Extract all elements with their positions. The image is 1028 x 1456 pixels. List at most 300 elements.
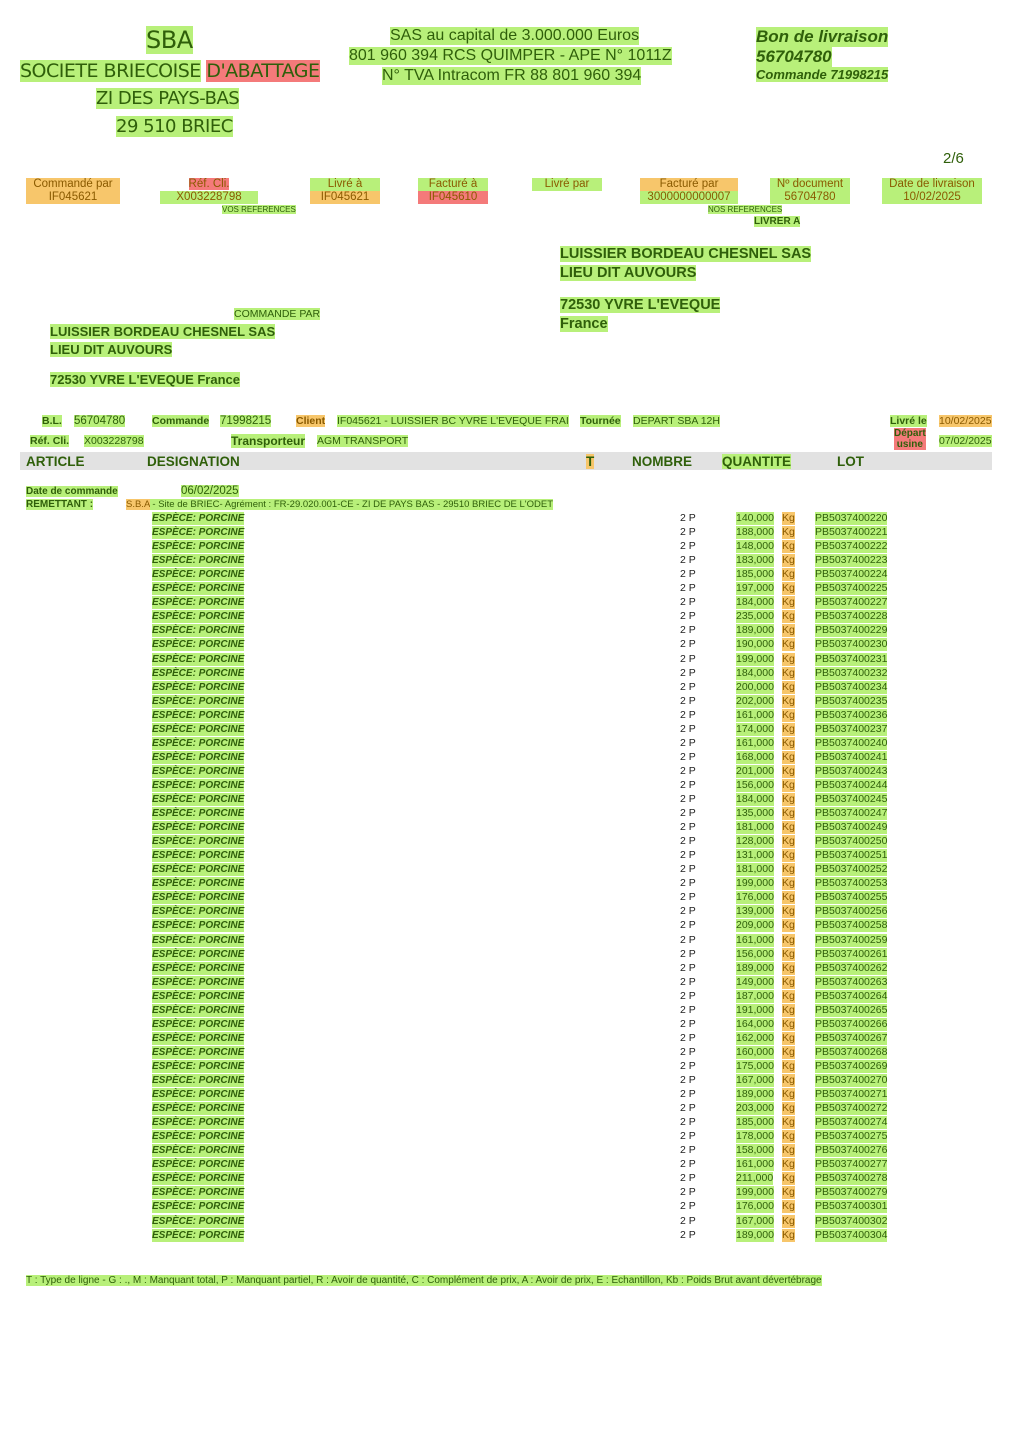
lot-cell: PB5037400267 [815,1031,888,1044]
nombre-cell: 2 P [680,975,696,988]
table-row [0,821,1028,835]
nombre-cell: 2 P [680,1228,696,1241]
lot-cell: PB5037400225 [815,582,888,595]
lot-cell: PB5037400259 [815,933,888,946]
lot-cell: PB5037400277 [815,1158,888,1171]
lot-cell: PB5037400261 [815,947,888,960]
lot-cell: PB5037400241 [815,750,888,763]
lot-cell: PB5037400255 [815,891,888,904]
lot-cell: PB5037400266 [815,1017,888,1030]
nombre-cell: 2 P [680,1116,696,1129]
species-cell: ESPÈCE: PORCINE [152,1131,245,1143]
ref-value: IF045621 [26,191,120,204]
nombre-cell: 2 P [680,793,696,805]
table-row [0,751,1028,765]
lot-cell: PB5037400263 [815,975,888,988]
table-row [0,638,1028,652]
quantity-cell: 183,000 [736,554,774,567]
company-zone: ZI DES PAYS-BAS [96,88,240,109]
nombre-cell: 2 P [680,1158,696,1171]
species-cell: ESPÈCE: PORCINE [152,737,245,749]
quantity-cell: 199,000 [736,1186,774,1199]
unit-cell: Kg [782,1102,795,1115]
unit-cell: Kg [782,652,795,665]
lot-cell: PB5037400262 [815,961,888,974]
quantity-cell: 189,000 [736,1228,774,1241]
ref-livre-par [532,178,602,191]
quantity-cell: 161,000 [736,736,774,749]
quantity-cell: 181,000 [736,821,774,834]
nombre-cell: 2 P [680,1045,696,1058]
quantity-cell: 161,000 [736,933,774,946]
lot-cell: PB5037400220 [815,512,888,524]
ref-value: IF045610 [418,191,488,204]
ref-label: Livré par [532,178,602,191]
quantity-cell: 167,000 [736,1074,774,1086]
bl-value: 56704780 [74,415,126,427]
table-row [0,582,1028,596]
lot-cell: PB5037400265 [815,1003,888,1016]
quantity-cell: 235,000 [736,610,774,623]
lot-cell: PB5037400264 [815,989,888,1002]
deliver-to-city: 72530 YVRE L'EVEQUE [560,297,721,313]
quantity-cell: 197,000 [736,582,774,595]
company-name-part1: SOCIETE BRIECOISE [20,60,201,82]
species-cell: ESPÈCE: PORCINE [152,1173,245,1185]
unit-cell: Kg [782,793,795,805]
ref-client-ref [160,178,258,204]
species-cell: ESPÈCE: PORCINE [152,695,245,707]
nombre-cell: 2 P [680,905,696,918]
species-cell: ESPÈCE: PORCINE [152,667,245,679]
deliver-to-place: LIEU DIT AUVOURS [560,265,697,281]
commande-value: 71998215 [220,415,272,427]
quantity-cell: 202,000 [736,694,774,707]
nombre-cell: 2 P [680,512,696,524]
company-full-name [20,60,320,82]
species-cell: ESPÈCE: PORCINE [152,723,245,735]
th-type: T [586,454,595,469]
quantity-cell: 161,000 [736,708,774,721]
species-cell: ESPÈCE: PORCINE [152,920,245,932]
species-cell: ESPÈCE: PORCINE [152,583,245,595]
quantity-cell: 199,000 [736,877,774,890]
quantity-cell: 128,000 [736,835,774,848]
lot-cell: PB5037400270 [815,1074,888,1086]
remettant-label: REMETTANT : [26,499,94,510]
table-row [0,962,1028,976]
species-cell: ESPÈCE: PORCINE [152,765,245,777]
quantity-cell: 168,000 [736,750,774,763]
table-row [0,624,1028,638]
table-row [0,1144,1028,1158]
nombre-cell: 2 P [680,849,696,862]
bl-label: B.L. [42,415,62,427]
document-number: 56704780 [756,47,832,66]
species-cell: ESPÈCE: PORCINE [152,1201,245,1213]
unit-cell: Kg [782,1172,795,1185]
unit-cell: Kg [782,1228,795,1241]
ref-label: Livré à [310,178,380,191]
species-cell: ESPÈCE: PORCINE [152,878,245,890]
unit-cell: Kg [782,1059,795,1072]
client-label: Client [296,415,326,427]
nombre-cell: 2 P [680,1017,696,1030]
nombre-cell: 2 P [680,1031,696,1044]
lot-cell: PB5037400268 [815,1045,888,1058]
ordered-by-place: LIEU DIT AUVOURS [50,342,173,357]
unit-cell: Kg [782,989,795,1002]
quantity-cell: 185,000 [736,568,774,581]
quantity-cell: 176,000 [736,891,774,904]
legal-tva: N° TVA Intracom FR 88 801 960 394 [382,67,642,84]
species-cell: ESPÈCE: PORCINE [152,681,245,693]
table-row [0,976,1028,990]
species-cell: ESPÈCE: PORCINE [152,751,245,763]
quantity-cell: 175,000 [736,1059,774,1072]
client-value: IF045621 - LUISSIER BC YVRE L'EVEQUE FRAI [337,415,569,427]
species-cell: ESPÈCE: PORCINE [152,1060,245,1072]
ref-label: Commandé par [26,178,120,191]
species-cell: ESPÈCE: PORCINE [152,948,245,960]
unit-cell: Kg [782,680,795,693]
nombre-cell: 2 P [680,764,696,777]
nombre-cell: 2 P [680,919,696,932]
date-commande-label: Date de commande [26,486,118,497]
deliver-to-name: LUISSIER BORDEAU CHESNEL SAS [560,246,812,262]
unit-cell: Kg [782,1214,795,1227]
unit-cell: Kg [782,1158,795,1171]
quantity-cell: 188,000 [736,526,774,539]
table-row [0,919,1028,933]
unit-cell: Kg [782,1116,795,1129]
ref-value: IF045621 [310,191,380,204]
table-row [0,891,1028,905]
species-cell: ESPÈCE: PORCINE [152,555,245,567]
unit-cell: Kg [782,919,795,932]
species-cell: ESPÈCE: PORCINE [152,527,245,539]
nombre-cell: 2 P [680,933,696,946]
nombre-cell: 2 P [680,722,696,735]
unit-cell: Kg [782,638,795,651]
table-row [0,1074,1028,1088]
quantity-cell: 211,000 [736,1172,774,1185]
species-cell: ESPÈCE: PORCINE [152,1018,245,1030]
unit-cell: Kg [782,1074,795,1086]
lot-cell: PB5037400245 [815,793,888,805]
quantity-cell: 139,000 [736,905,774,918]
species-cell: ESPÈCE: PORCINE [152,1159,245,1171]
quantity-cell: 201,000 [736,764,774,777]
species-cell: ESPÈCE: PORCINE [152,1215,245,1227]
nombre-cell: 2 P [680,989,696,1002]
table-row [0,512,1028,526]
lot-cell: PB5037400243 [815,764,888,777]
ref-label: Facturé à [418,178,488,191]
transporteur-label: Transporteur [231,434,306,448]
unit-cell: Kg [782,582,795,595]
table-row [0,1200,1028,1214]
lot-cell: PB5037400236 [815,708,888,721]
unit-cell: Kg [782,1088,795,1101]
unit-cell: Kg [782,736,795,749]
species-cell: ESPÈCE: PORCINE [152,625,245,637]
species-cell: ESPÈCE: PORCINE [152,906,245,918]
species-cell: ESPÈCE: PORCINE [152,934,245,946]
unit-cell: Kg [782,1144,795,1157]
nombre-cell: 2 P [680,1074,696,1086]
species-cell: ESPÈCE: PORCINE [152,1229,245,1241]
table-row [0,863,1028,877]
quantity-cell: 149,000 [736,975,774,988]
lot-cell: PB5037400228 [815,610,888,623]
ref-facture-par [640,178,738,204]
ref-label: Réf. Cli. [188,178,230,190]
table-row [0,737,1028,751]
lot-cell: PB5037400222 [815,540,888,553]
table-row [0,1060,1028,1074]
nombre-cell: 2 P [680,526,696,539]
table-row [0,709,1028,723]
nombre-cell: 2 P [680,807,696,820]
lot-cell: PB5037400252 [815,863,888,876]
species-cell: ESPÈCE: PORCINE [152,653,245,665]
unit-cell: Kg [782,863,795,876]
lot-cell: PB5037400278 [815,1172,888,1185]
unit-cell: Kg [782,849,795,862]
table-row [0,540,1028,554]
unit-cell: Kg [782,764,795,777]
species-cell: ESPÈCE: PORCINE [152,1103,245,1115]
lot-cell: PB5037400301 [815,1200,888,1213]
species-cell: ESPÈCE: PORCINE [152,1075,245,1086]
species-cell: ESPÈCE: PORCINE [152,836,245,848]
ref-value: 3000000000007 [640,191,738,204]
table-row [0,905,1028,919]
unit-cell: Kg [782,722,795,735]
legal-capital: SAS au capital de 3.000.000 Euros [390,27,640,44]
lot-cell: PB5037400275 [815,1130,888,1143]
nombre-cell: 2 P [680,1186,696,1199]
deliver-to-country: France [560,316,608,332]
unit-cell: Kg [782,807,795,820]
lot-cell: PB5037400223 [815,554,888,567]
lot-cell: PB5037400227 [815,596,888,609]
refcli-value: X003228798 [84,435,144,447]
unit-cell: Kg [782,947,795,960]
unit-cell: Kg [782,933,795,946]
nombre-cell: 2 P [680,778,696,791]
nombre-cell: 2 P [680,582,696,595]
lot-cell: PB5037400251 [815,849,888,862]
document-type: Bon de livraison [756,27,889,46]
th-article: ARTICLE [26,454,85,469]
lot-cell: PB5037400302 [815,1214,888,1227]
nombre-cell: 2 P [680,694,696,707]
nombre-cell: 2 P [680,610,696,623]
quantity-cell: 162,000 [736,1031,774,1044]
lot-cell: PB5037400224 [815,568,888,581]
th-nombre: NOMBRE [632,454,692,469]
unit-cell: Kg [782,1017,795,1030]
nombre-cell: 2 P [680,1102,696,1115]
species-cell: ESPÈCE: PORCINE [152,822,245,834]
species-cell: ESPÈCE: PORCINE [152,779,245,791]
unit-cell: Kg [782,750,795,763]
lot-cell: PB5037400256 [815,905,888,918]
nombre-cell: 2 P [680,835,696,848]
nombre-cell: 2 P [680,708,696,721]
commande-label: Commande [152,415,210,427]
nombre-cell: 2 P [680,1130,696,1143]
unit-cell: Kg [782,778,795,791]
unit-cell: Kg [782,1045,795,1058]
lot-cell: PB5037400229 [815,624,888,637]
quantity-cell: 184,000 [736,596,774,609]
species-cell: ESPÈCE: PORCINE [152,1117,245,1129]
company-name-part2: D'ABATTAGE [206,60,320,82]
species-cell: ESPÈCE: PORCINE [152,990,245,1002]
species-cell: ESPÈCE: PORCINE [152,962,245,974]
species-cell: ESPÈCE: PORCINE [152,1004,245,1016]
lot-cell: PB5037400240 [815,736,888,749]
species-cell: ESPÈCE: PORCINE [152,892,245,904]
quantity-cell: 178,000 [736,1130,774,1143]
depart-usine-value: 07/02/2025 [939,435,992,447]
depart-usine-label: Départ usine [894,428,926,450]
lot-cell: PB5037400234 [815,680,888,693]
table-row [0,695,1028,709]
ordered-by-name: LUISSIER BORDEAU CHESNEL SAS [50,324,276,339]
unit-cell: Kg [782,1130,795,1143]
ordered-by-city: 72530 YVRE L'EVEQUE France [50,372,240,387]
lot-cell: PB5037400230 [815,638,888,651]
lot-cell: PB5037400274 [815,1116,888,1129]
quantity-cell: 189,000 [736,624,774,637]
livre-le-label: Livré le [890,415,927,427]
table-row [0,653,1028,667]
unit-cell: Kg [782,624,795,637]
nombre-cell: 2 P [680,540,696,553]
th-lot: LOT [837,454,864,469]
quantity-cell: 135,000 [736,807,774,820]
unit-cell: Kg [782,891,795,904]
nombre-cell: 2 P [680,638,696,651]
ref-label: Facturé par [640,178,738,191]
species-cell: ESPÈCE: PORCINE [152,611,245,623]
ref-date-livraison [882,178,982,204]
vos-references: VOS REFERENCES [222,205,296,214]
unit-cell: Kg [782,666,795,679]
unit-cell: Kg [782,540,795,553]
quantity-cell: 190,000 [736,638,774,651]
lot-cell: PB5037400221 [815,526,888,539]
quantity-cell: 199,000 [736,652,774,665]
quantity-cell: 185,000 [736,1116,774,1129]
ordered-by-title: COMMANDE PAR [234,308,321,320]
nombre-cell: 2 P [680,877,696,890]
species-cell: ESPÈCE: PORCINE [152,808,245,820]
species-cell: ESPÈCE: PORCINE [152,639,245,651]
unit-cell: Kg [782,512,795,524]
nombre-cell: 2 P [680,891,696,904]
unit-cell: Kg [782,961,795,974]
lot-cell: PB5037400271 [815,1088,888,1101]
quantity-cell: 189,000 [736,1088,774,1101]
quantity-cell: 191,000 [736,1003,774,1016]
nombre-cell: 2 P [680,680,696,693]
document-order: Commande 71998215 [756,67,889,82]
table-row [0,610,1028,624]
table-row [0,793,1028,807]
table-row [0,990,1028,1004]
lot-cell: PB5037400250 [815,835,888,848]
unit-cell: Kg [782,610,795,623]
refcli-label: Réf. Cli. [30,435,70,447]
nombre-cell: 2 P [680,624,696,637]
lot-cell: PB5037400253 [815,877,888,890]
table-row [0,667,1028,681]
nombre-cell: 2 P [680,961,696,974]
company-city: 29 510 BRIEC [116,116,233,137]
table-row [0,1116,1028,1130]
species-cell: ESPÈCE: PORCINE [152,850,245,862]
nombre-cell: 2 P [680,568,696,581]
species-cell: ESPÈCE: PORCINE [152,569,245,581]
lot-cell: PB5037400232 [815,666,888,679]
quantity-cell: 140,000 [736,512,774,524]
table-row [0,948,1028,962]
nombre-cell: 2 P [680,1144,696,1157]
table-row [0,526,1028,540]
deliver-to-title: LIVRER A [754,216,801,227]
nombre-cell: 2 P [680,947,696,960]
lot-cell: PB5037400269 [815,1059,888,1072]
table-row [0,554,1028,568]
quantity-cell: 131,000 [736,849,774,862]
quantity-cell: 189,000 [736,961,774,974]
quantity-cell: 200,000 [736,680,774,693]
quantity-cell: 209,000 [736,919,774,932]
unit-cell: Kg [782,596,795,609]
unit-cell: Kg [782,905,795,918]
species-cell: ESPÈCE: PORCINE [152,541,245,553]
tournee-value: DEPART SBA 12H [633,415,720,427]
unit-cell: Kg [782,1031,795,1044]
unit-cell: Kg [782,526,795,539]
table-row [0,1158,1028,1172]
quantity-cell: 156,000 [736,947,774,960]
lot-cell: PB5037400235 [815,694,888,707]
ref-commande-par [26,178,120,204]
ref-value: X003228798 [160,191,258,204]
table-row [0,765,1028,779]
nombre-cell: 2 P [680,1088,696,1101]
unit-cell: Kg [782,694,795,707]
ref-document-number [770,178,850,204]
lot-cell: PB5037400258 [815,919,888,932]
quantity-cell: 184,000 [736,793,774,805]
table-row [0,1004,1028,1018]
legend: T : Type de ligne - G : ., M : Manquant total, P : Manquant partiel, R : Avoir de quantité, C : Complément de prix, A : Avoir de prix, E : Echantillon, Kb : Poids Brut avant dévertébrage [26,1275,822,1286]
quantity-cell: 158,000 [736,1144,774,1157]
legal-rcs: 801 960 394 RCS QUIMPER - APE N° 1011Z [349,47,672,64]
nombre-cell: 2 P [680,750,696,763]
nombre-cell: 2 P [680,596,696,609]
species-cell: ESPÈCE: PORCINE [152,597,245,609]
table-row [0,1088,1028,1102]
table-row [0,681,1028,695]
